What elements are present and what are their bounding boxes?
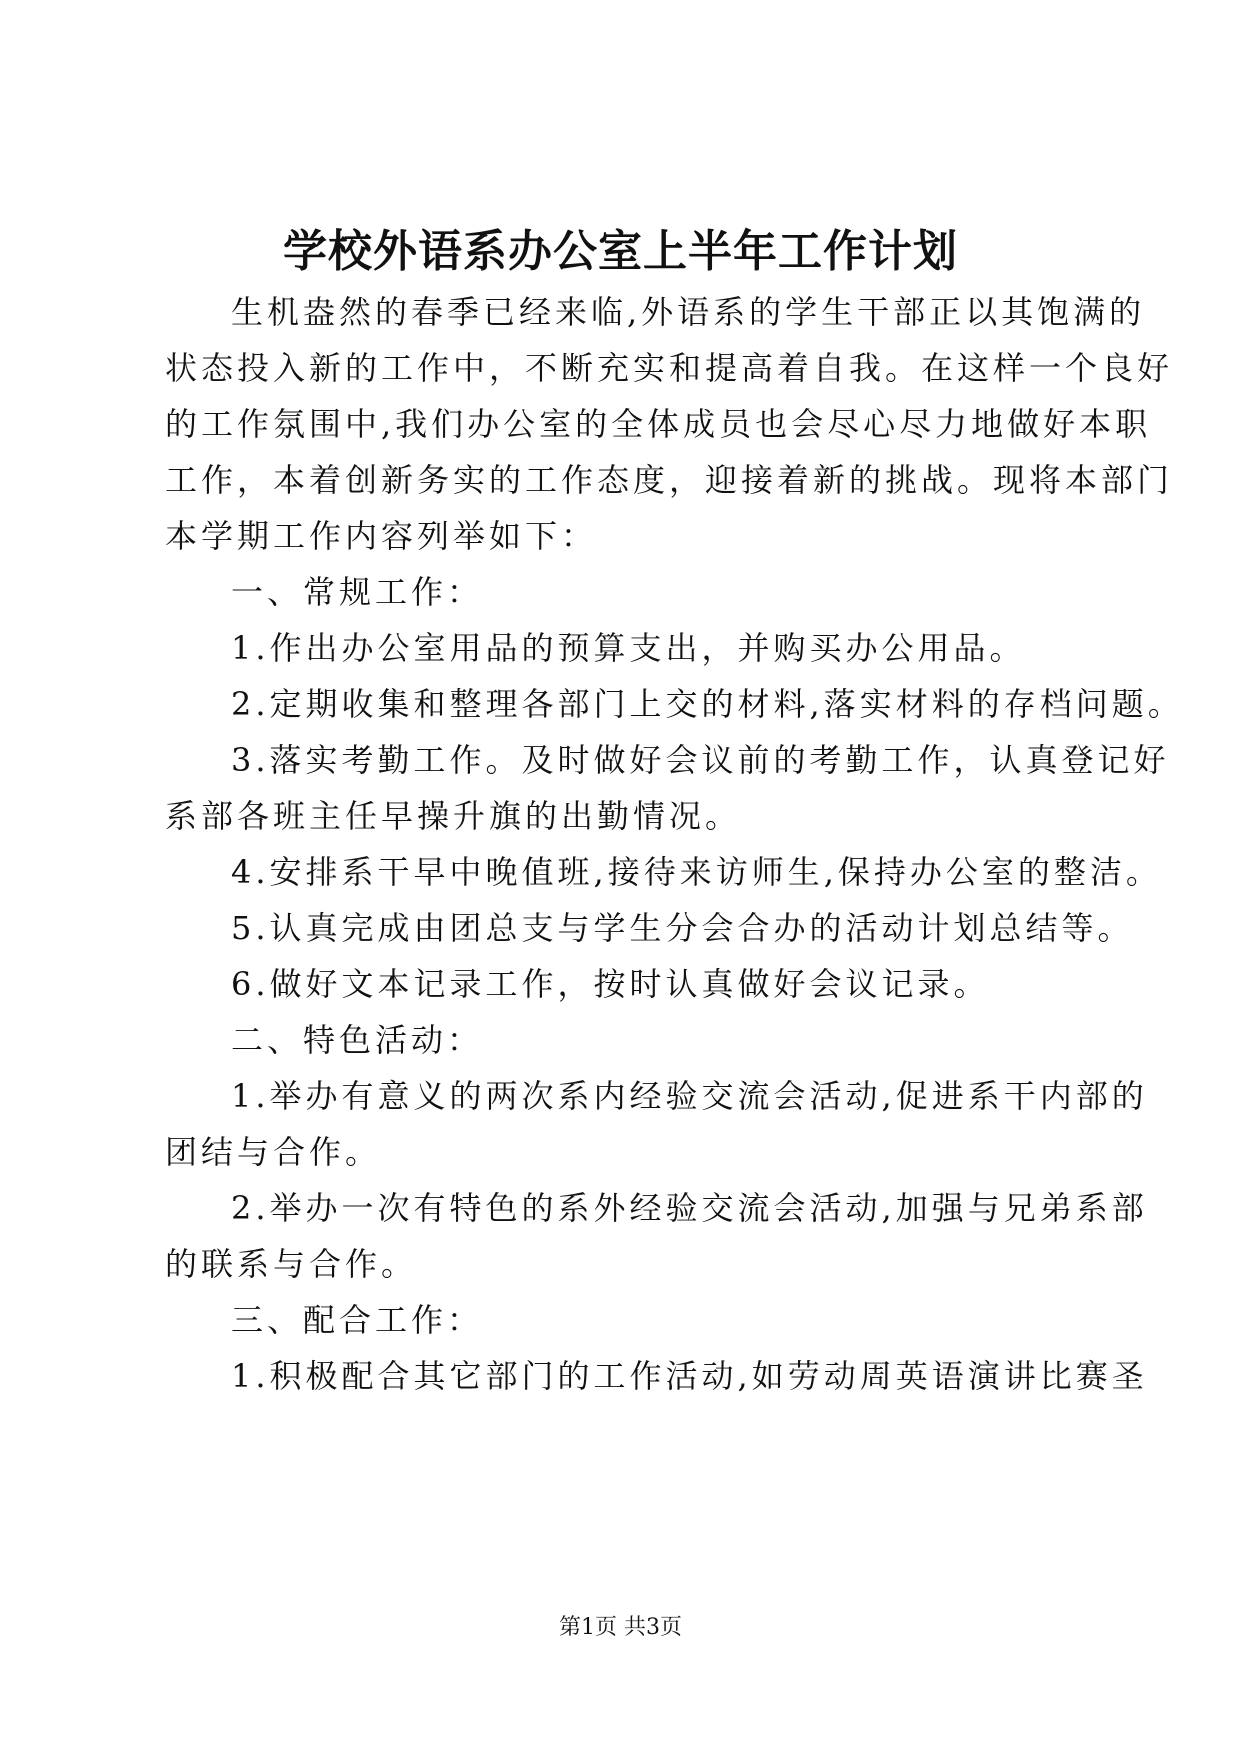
list-item: 5.认真完成由团总支与学生分会合办的活动计划总结等。 <box>231 909 1134 947</box>
list-item: 1.举办有意义的两次系内经验交流会活动,促进系干内部的 <box>231 1077 1148 1115</box>
section-heading: 一、常规工作： <box>231 573 484 611</box>
list-item-continuation: 团结与合作。 <box>165 1133 382 1171</box>
page-footer: 第1页 共3页 <box>559 1615 682 1640</box>
paragraph-line: 的工作氛围中,我们办公室的全体成员也会尽心尽力地做好本职 <box>165 405 1152 443</box>
list-item-continuation: 系部各班主任早操升旗的出勤情况。 <box>165 797 742 835</box>
paragraph-line: 工作，本着创新务实的工作态度，迎接着新的挑战。现将本部门 <box>165 461 1174 499</box>
list-item: 2.举办一次有特色的系外经验交流会活动,加强与兄弟系部 <box>231 1189 1148 1227</box>
document-title: 学校外语系办公室上半年工作计划 <box>283 226 958 277</box>
paragraph-line: 本学期工作内容列举如下： <box>165 517 598 555</box>
list-item: 1.作出办公室用品的预算支出，并购买办公用品。 <box>231 629 1026 667</box>
paragraph-line: 生机盎然的春季已经来临,外语系的学生干部正以其饱满的 <box>231 293 1146 331</box>
list-item: 6.做好文本记录工作，按时认真做好会议记录。 <box>231 965 990 1003</box>
list-item-continuation: 的联系与合作。 <box>165 1245 418 1283</box>
list-item: 3.落实考勤工作。及时做好会议前的考勤工作，认真登记好 <box>231 741 1170 779</box>
list-item: 4.安排系干早中晚值班,接待来访师生,保持办公室的整洁。 <box>231 853 1162 891</box>
paragraph-line: 状态投入新的工作中，不断充实和提高着自我。在这样一个良好 <box>165 349 1174 387</box>
list-item: 2.定期收集和整理各部门上交的材料,落实材料的存档问题。 <box>231 685 1184 723</box>
list-item: 1.积极配合其它部门的工作活动,如劳动周英语演讲比赛圣 <box>231 1357 1148 1395</box>
section-heading: 二、特色活动： <box>231 1021 484 1059</box>
section-heading: 三、配合工作： <box>231 1301 484 1339</box>
